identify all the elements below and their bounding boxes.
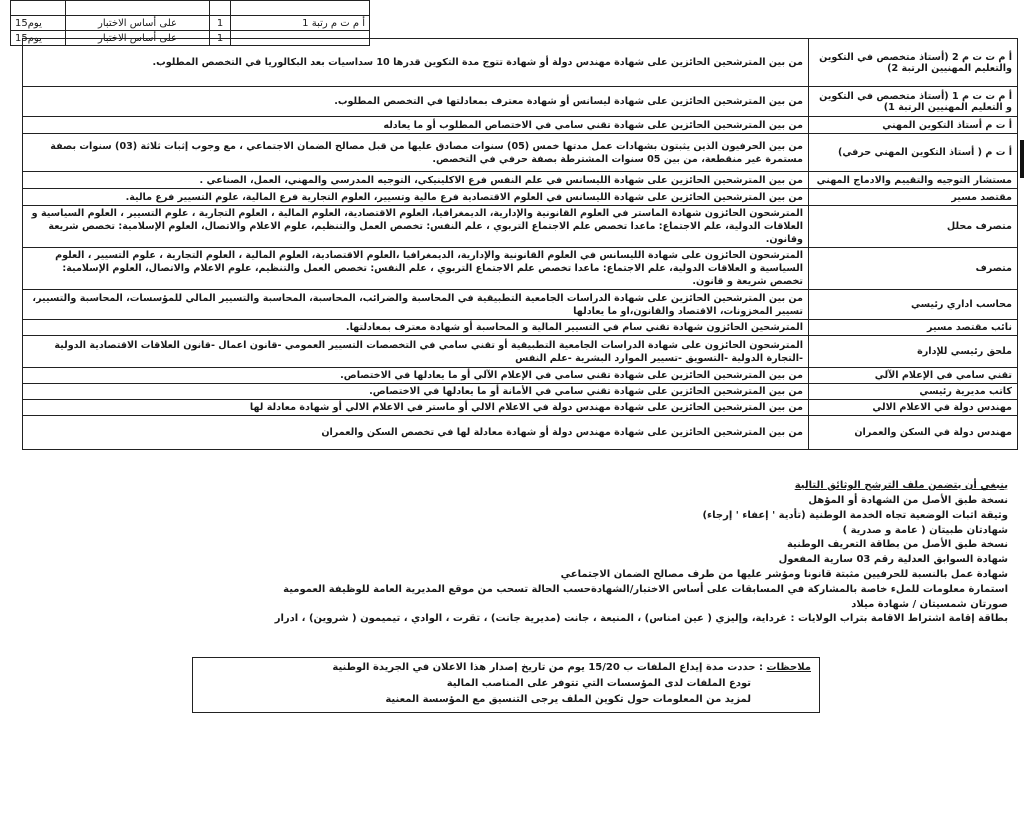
conditions-cell: من بين المترشحين الحائزين على شهادة مهندس دولة في الاعلام الالي أو ماستر في الاعلام الالي أو شهادة معادلة لها <box>23 400 809 416</box>
rank-cell: متصرف محلل <box>809 206 1018 248</box>
conditions-cell: من بين المترشحين الحائزين على شهادة مهندس دولة أو شهادة تتوج مدة التكوين قدرها 10 سداسيات بعد البكالوريا في التخصص المطلوب. <box>23 39 809 87</box>
conditions-cell: من بين الحرفيون الذين يثبتون بشهادات عمل مدتها خمس (05) سنوات مصادق عليها من قبل مصالح الضمان الاجتماعي ، مع وجوب إثبات ثلاثة (03) سنوات بصفة مستمرة غير منقطعة، من بين 05 سنوات المشترطة بصفة حرفي في التخصص. <box>23 134 809 172</box>
rank-cell: نائب مقتصد مسير <box>809 320 1018 336</box>
document-item: بطاقة إقامة اشتراط الاقامة بتراب الولايات : غرداية، وإليزي ( عين امناس) ، المنيعة ، جانت (مديرية جانت) ، تقرت ، الوادي ، تيميمون ( شروين) ، ادرار <box>274 613 1008 625</box>
top-cell-num: 1 <box>210 16 231 31</box>
table-row <box>23 206 1018 248</box>
document-item: شهادة السوابق العدلية رقم 03 سارية المفعول <box>778 554 1008 566</box>
table-row <box>23 320 1018 336</box>
conditions-cell: من بين المترشحين الحائزين على شهادة تقني سامي في الإعلام الآلي أو ما يعادلها في الاختصاص. <box>23 368 809 384</box>
document-item: شهادة عمل بالنسبة للحرفيين مثبتة قانونا ومؤشر عليها من طرف مصالح الضمان الاجتماعي <box>560 568 1008 580</box>
table-row <box>23 368 1018 384</box>
conditions-cell: من بين المترشحين الحائزين على شهادة الليسانس في العلوم الاقتصادية فرع مالية وتسيير، العلوم التجارية فرع المالية، علوم التسيير فرع مالية. <box>23 189 809 206</box>
note-line: لمزيد من المعلومات حول تكوين الملف يرجى التنسيق مع المؤسسة المعنية <box>385 694 751 705</box>
table-row <box>23 189 1018 206</box>
table-row <box>23 39 1018 87</box>
document-item: نسخة طبق الأصل من الشهادة أو المؤهل <box>808 495 1008 506</box>
table-row <box>23 416 1018 450</box>
table-row <box>23 400 1018 416</box>
rank-cell: تقني سامي في الإعلام الآلي <box>809 368 1018 384</box>
notes-label: ملاحظات <box>766 662 811 673</box>
conditions-cell: المترشحون الحائزون على شهادة الليسانس في العلوم القانونية والإدارية، الديمغرافيا ،العلوم الاقتصادية، العلوم المالية ، العلوم التجارية ، علوم التسيير ، العلوم السياسية و العلاقات الدولية، علم الاجتماع: ماعدا تخصص علم الاجتماع التربوي ، علم النفس: تخصص العمل والتنظيم، علوم الاعلام والاتصال، العلوم الإسلامية: تخصص شريعة و قانون. <box>23 248 809 290</box>
rank-cell: متصرف <box>809 248 1018 290</box>
top-table-row <box>11 16 370 31</box>
table-row <box>23 134 1018 172</box>
top-cell-duration: 15يوم <box>11 16 66 31</box>
top-cell-grade: أ م ت م رتبة 1 <box>231 16 370 31</box>
rank-cell: أ ت م أستاذ التكوين المهني <box>809 117 1018 134</box>
conditions-cell: من بين المترشحين الحائزين على شهادة تقني سامي في الأمانة أو ما يعادلها في الاختصاص. <box>23 384 809 400</box>
scan-edge-mark <box>1020 140 1024 178</box>
table-row <box>23 290 1018 320</box>
requirements-table-body <box>23 39 1018 450</box>
top-table-row <box>11 1 370 16</box>
note-line: حددت مدة إيداع الملفات ب 15/20 يوم من تاريخ إصدار هذا الاعلان في الجريدة الوطنية <box>332 662 756 673</box>
table-row <box>23 248 1018 290</box>
conditions-cell: من بين المترشحين الحائزين على شهادة ليسانس أو شهادة معترف بمعادلتها في التخصص المطلوب. <box>23 87 809 117</box>
conditions-cell: المترشحون الحائزون شهادة الماستر في العلوم القانونية والإدارية، الديمغرافيا، العلوم الاقتصادية، العلوم المالية ، العلوم التجارية ، علوم التسيير ، العلوم السياسية و العلاقات الدولية، علم الاجتماع: ماعدا تخصص علم الاجتماع التربوي ، علم النفس: تخصص العمل والتنظيم، علوم الاعلام والاتصال، العلوم الإسلامية: تخصص شريعة وقانون. <box>23 206 809 248</box>
notes-box <box>192 657 820 713</box>
table-row <box>23 384 1018 400</box>
rank-cell: مستشار التوجيه والتقييم والادماج المهني <box>809 172 1018 189</box>
top-cell-mode: على أساس الاختبار <box>66 16 210 31</box>
table-row <box>23 172 1018 189</box>
document-item: شهادتان طبيتان ( عامة و صدرية ) <box>842 524 1008 536</box>
top-cell-mode: على أساس الاختبار <box>66 31 210 46</box>
conditions-cell: من بين المترشحين الحائزين على شهادة تقني سامي في الاختصاص المطلوب أو ما يعادله <box>23 117 809 134</box>
documents-title: ينبغي أن يتضمن ملف الترشح الوثائق التالية <box>794 480 1008 491</box>
table-row <box>23 117 1018 134</box>
top-cell-num <box>210 1 231 16</box>
documents-list <box>188 494 1008 627</box>
note-line: تودع الملفات لدى المؤسسات التي تتوفر على المناصب المالية <box>446 678 751 689</box>
rank-cell: أ م ت ت م 2 (أستاذ متخصص في التكوين والتعليم المهنيين الرتبة 2) <box>809 39 1018 87</box>
requirements-table <box>22 38 1018 450</box>
rank-cell: كاتب مديرية رئيسي <box>809 384 1018 400</box>
rank-cell: أ ت م ( أستاذ التكوين المهني حرفي) <box>809 134 1018 172</box>
top-cell-grade <box>231 1 370 16</box>
rank-cell: أ م ت ت م 1 (أستاذ متخصص في التكوين و التعليم المهنيين الرتبة 1) <box>809 87 1018 117</box>
conditions-cell: من بين المترشحين الحائزين على شهادة مهندس دولة أو شهادة معادلة لها في تخصص السكن والعمران <box>23 416 809 450</box>
top-cell-mode <box>66 1 210 16</box>
rank-cell: مهندس دولة في السكن والعمران <box>809 416 1018 450</box>
rank-cell: مقتصد مسير <box>809 189 1018 206</box>
conditions-cell: المترشحون الحائزون على شهادة الدراسات الجامعية التطبيقية أو تقني سامي في التخصصات التسيير العمومي -قانون اعمال -قانون العلاقات الاقتصادية الدولية -التجارة الدولية -التسويق -تسيير الموارد البشرية -علم النفس <box>23 336 809 368</box>
notes-colon: : <box>755 662 767 673</box>
top-cell-num: 1 <box>210 31 231 46</box>
top-cell-duration: 15يوم <box>11 31 66 46</box>
conditions-cell: من بين المترشحين الحائزين على شهادة الليسانس في علم النفس فرع الاكلينيكي، التوجيه المدرسي والمهني، العمل، الصناعي . <box>23 172 809 189</box>
conditions-cell: من بين المترشحين الحائزين على شهادة الدراسات الجامعية التطبيقية في المحاسبة والضرائب، المحاسبة، المحاسبة والتسيير المالي للمؤسسات، المحاسبة والتسيير، تسيير المخزونات، الاقتصاد والقانون،او ما يعادلها <box>23 290 809 320</box>
top-cell-duration <box>11 1 66 16</box>
table-row <box>23 336 1018 368</box>
document-item: استمارة معلومات للملء خاصة بالمشاركة في المسابقات على أساس الاختبار/الشهادةحسب الحالة تسحب من موقع المديرية العامة للوظيفة العمومية <box>283 583 1008 595</box>
rank-cell: ملحق رئيسي للإدارة <box>809 336 1018 368</box>
document-item: نسخة طبق الأصل من بطاقة التعريف الوطنية <box>786 539 1008 551</box>
document-item: وثيقة اثبات الوضعية تجاه الخدمة الوطنية (تأدية ' إعفاء ' إرجاء) <box>702 509 1008 521</box>
document-item: صورتان شمسيتان / شهادة ميلاد <box>851 598 1008 610</box>
conditions-cell: المترشحين الحائزون شهادة تقني سام في التسيير المالية و المحاسبة أو شهادة معترف بمعادلتها. <box>23 320 809 336</box>
rank-cell: محاسب اداري رئيسي <box>809 290 1018 320</box>
rank-cell: مهندس دولة في الاعلام الالي <box>809 400 1018 416</box>
table-row <box>23 87 1018 117</box>
documents-section <box>188 480 1008 627</box>
